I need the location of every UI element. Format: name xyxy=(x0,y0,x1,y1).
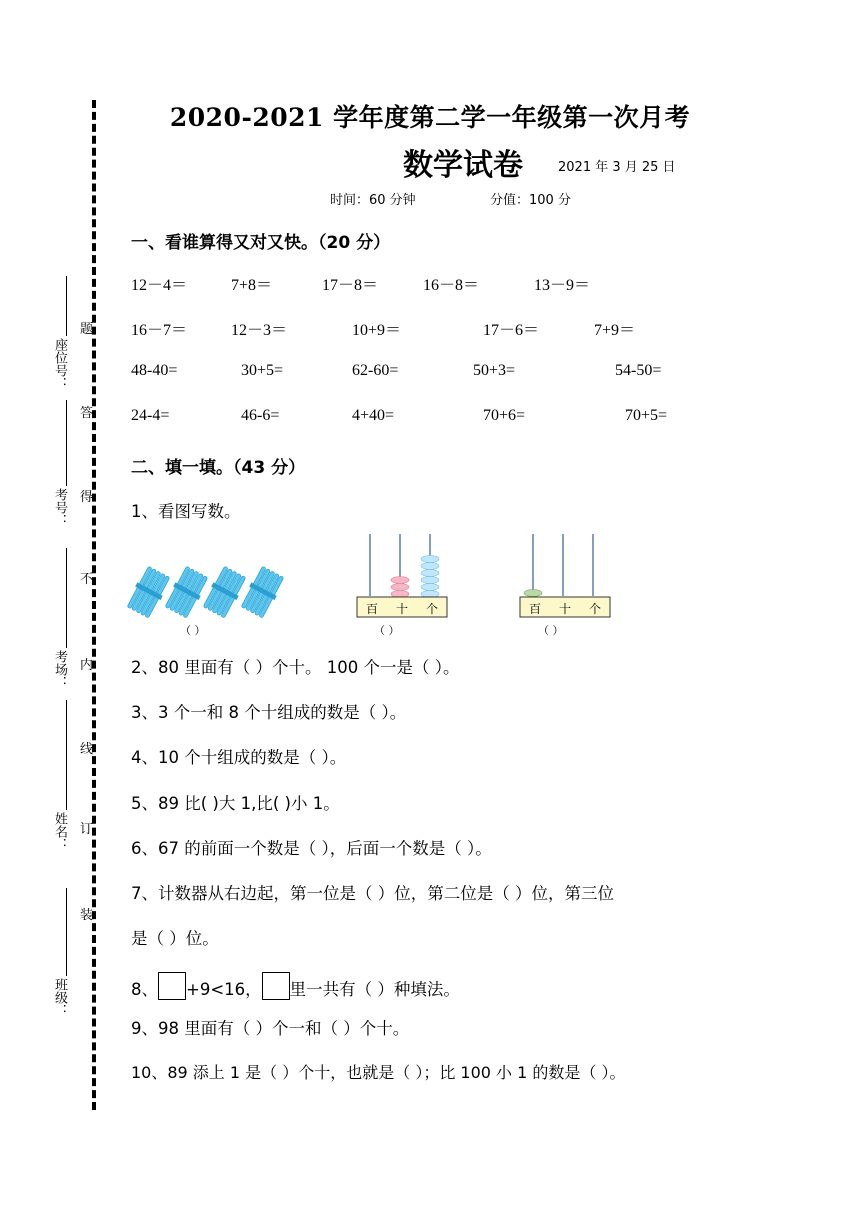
answer-blank[interactable]: （ ） xyxy=(374,624,400,637)
calc-item: 12－3＝ xyxy=(231,322,288,339)
calc-item: 4+40= xyxy=(352,407,395,424)
stick-bundle xyxy=(126,565,286,619)
calc-item: 70+5= xyxy=(625,407,668,424)
question-10: 10、89 添上 1 是（ ）个十，也就是（ ）；比 100 小 1 的数是（ ）。 xyxy=(131,1063,626,1082)
seal-char: 订 xyxy=(80,822,94,837)
question-6: 6、67 的前面一个数是（ ），后面一个数是（ ）。 xyxy=(131,839,492,858)
seal-char: 答 xyxy=(80,406,94,421)
tens-beads xyxy=(391,577,409,598)
seal-char: 得 xyxy=(80,490,94,505)
question-9: 9、98 里面有（ ）个一和（ ）个十。 xyxy=(131,1019,410,1038)
ones-label: 个 xyxy=(425,601,438,616)
name-blank[interactable] xyxy=(66,700,67,810)
abacus-place-labels xyxy=(357,598,447,618)
question-8 xyxy=(131,972,460,1000)
ones-beads xyxy=(421,556,439,598)
question-8-mid: +9<16， xyxy=(186,980,262,999)
exam-time: 时间：60 分钟 xyxy=(330,193,416,208)
calc-item: 62-60= xyxy=(352,362,399,379)
calc-item: 7+9＝ xyxy=(594,322,636,339)
calc-item: 54-50= xyxy=(615,362,662,379)
name-label: 姓名： xyxy=(52,812,67,851)
answer-blank[interactable]: （ ） xyxy=(180,624,206,637)
seal-char: 题 xyxy=(80,322,94,337)
calc-item: 13－9＝ xyxy=(534,277,591,294)
seal-char: 不 xyxy=(80,572,94,587)
exam-subtitle: 数学试卷 xyxy=(403,148,523,183)
question-7-line1: 7、计数器从右边起，第一位是（ ）位，第二位是（ ）位，第三位 xyxy=(131,884,614,903)
answer-blank[interactable]: （ ） xyxy=(538,624,564,637)
binding-dashed-line xyxy=(92,100,96,1110)
class-label: 班级： xyxy=(52,978,67,1017)
calc-item: 17－8＝ xyxy=(322,277,379,294)
calc-item: 46-6= xyxy=(241,407,280,424)
exam-room-blank[interactable] xyxy=(66,548,67,648)
answer-box[interactable] xyxy=(262,972,290,1000)
exam-date: 2021 年 3 月 25 日 xyxy=(558,160,676,175)
seal-char: 内 xyxy=(80,658,94,673)
section1-heading: 一、看谁算得又对又快。（20 分） xyxy=(131,233,391,253)
tens-label: 十 xyxy=(395,601,408,616)
section2-heading: 二、填一填。（43 分） xyxy=(131,458,306,478)
calc-item: 10+9＝ xyxy=(352,322,402,339)
hundreds-label: 百 xyxy=(365,601,378,616)
tens-label: 十 xyxy=(558,601,571,616)
exam-number-label: 考号： xyxy=(52,488,67,527)
question-8-suffix: 里一共有（ ）种填法。 xyxy=(289,980,460,999)
calc-item: 16－8＝ xyxy=(423,277,480,294)
question-5: 5、89 比( )大 1,比( )小 1。 xyxy=(131,794,340,813)
calc-item: 24-4= xyxy=(131,407,170,424)
calc-item: 16－7＝ xyxy=(131,322,188,339)
calc-item: 50+3= xyxy=(473,362,516,379)
question-4: 4、10 个十组成的数是（ ）。 xyxy=(131,748,347,767)
exam-room-label: 考场： xyxy=(52,650,67,689)
abacus-place-labels xyxy=(520,598,610,618)
seal-char: 装 xyxy=(80,908,94,923)
seal-char: 线 xyxy=(80,742,94,757)
seat-number-blank[interactable] xyxy=(66,276,67,336)
answer-box[interactable] xyxy=(158,972,186,1000)
calc-item: 17－6＝ xyxy=(483,322,540,339)
class-blank[interactable] xyxy=(66,888,67,976)
seat-number-label: 座位号： xyxy=(52,338,67,390)
question-8-prefix: 8、 xyxy=(131,980,158,999)
exam-title: 2020-2021 学年度第二学一年级第一次月考 xyxy=(169,103,691,132)
calc-item: 30+5= xyxy=(241,362,284,379)
ones-label: 个 xyxy=(588,601,601,616)
calc-item: 12－4＝ xyxy=(131,277,188,294)
question-2: 2、80 里面有（ ）个十。 100 个一是（ ）。 xyxy=(131,658,460,677)
question-7-line2: 是（ ）位。 xyxy=(131,929,219,948)
stick-bundles-image xyxy=(126,565,288,621)
question-3: 3、3 个一和 8 个十组成的数是（ ）。 xyxy=(131,703,407,722)
exam-score: 分值：100 分 xyxy=(490,193,571,208)
exam-number-blank[interactable] xyxy=(66,400,67,486)
calc-item: 48-40= xyxy=(131,362,178,379)
calc-item: 7+8＝ xyxy=(231,277,273,294)
hundreds-bead xyxy=(524,590,542,597)
calc-item: 70+6= xyxy=(483,407,526,424)
hundreds-label: 百 xyxy=(528,601,541,616)
question-1: 1、看图写数。 xyxy=(131,502,241,521)
